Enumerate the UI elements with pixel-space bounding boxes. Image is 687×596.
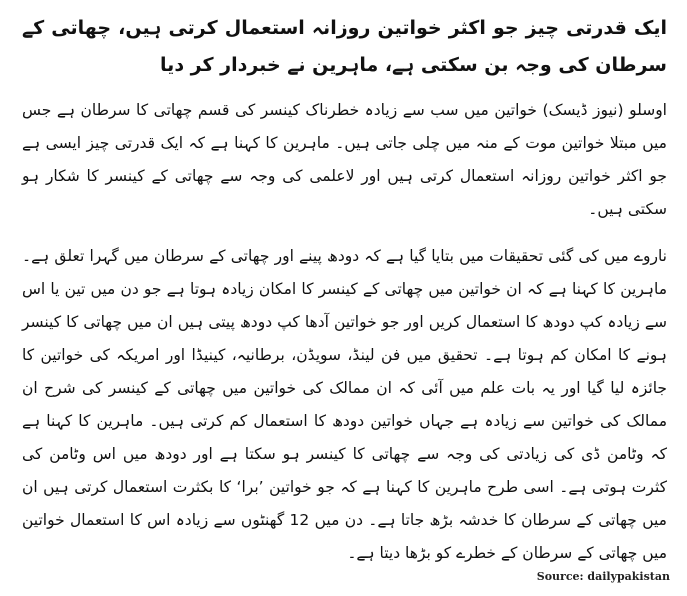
article-paragraph-research: ناروے میں کی گئی تحقیقات میں بتایا گیا ہے کہ دودھ پینے اور چھاتی کے سرطان میں گہرا تعلق ہے۔ ماہرین کا کہنا ہے کہ ان خواتین میں چھاتی کے کینسر کا امکان زیادہ ہوتا ہے جو دن میں تین یا اس سے زیادہ کپ دودھ کا استعمال کریں اور جو خواتین آدھا کپ دودھ پیتی ہیں ان میں چھاتی کا کینسر ہونے کا امکان کم ہوتا ہے۔ تحقیق میں فن لینڈ، سویڈن، برطانیہ، کینیڈا اور امریکہ کی خواتین کا جائزہ لیا گیا اور یہ بات علم میں آئی کہ ان ممالک کی خواتین میں چھاتی کے کینسر کی شرح ان ممالک کی خواتین سے زیادہ ہے جہاں خواتین دودھ کا استعمال کم کرتی ہیں۔ ماہرین کا کہنا ہے کہ وٹامن ڈی کی زیادتی کی وجہ سے چھاتی کا کینسر ہو سکتا ہے اور دودھ میں اس وٹامن کی کثرت ہوتی ہے۔ اسی طرح ماہرین کا کہنا ہے کہ جو خواتین ’برا‘ کا بکثرت استعمال کرتی ہیں ان میں چھاتی کے سرطان کا خدشہ بڑھ جاتا ہے۔ دن میں 12 گھنٹوں سے زیادہ اس کا استعمال خواتین میں چھاتی کے سرطان کے خطرے کو بڑھا دیتا ہے۔ [22, 247, 667, 562]
source-credit: Source: dailypakistan [536, 570, 670, 583]
news-article [22, 10, 667, 570]
article-headline: ایک قدرتی چیز جو اکثر خواتین روزانہ استعمال کرتی ہیں، چھاتی کے سرطان کی وجہ بن سکتی ہے، ماہرین نے خبردار کر دیا [22, 17, 667, 76]
article-paragraph-intro: اوسلو (نیوز ڈیسک) خواتین میں سب سے زیادہ خطرناک کینسر کی قسم چھاتی کا سرطان ہے جس میں مبتلا خواتین موت کے منہ میں چلی جاتی ہیں۔ ماہرین کا کہنا ہے کہ ایک قدرتی چیز ایسی ہے جو اکثر خواتین روزانہ استعمال کرتی ہیں اور لاعلمی کی وجہ سے چھاتی کے کینسر کا شکار ہو سکتی ہیں۔ [22, 101, 667, 218]
